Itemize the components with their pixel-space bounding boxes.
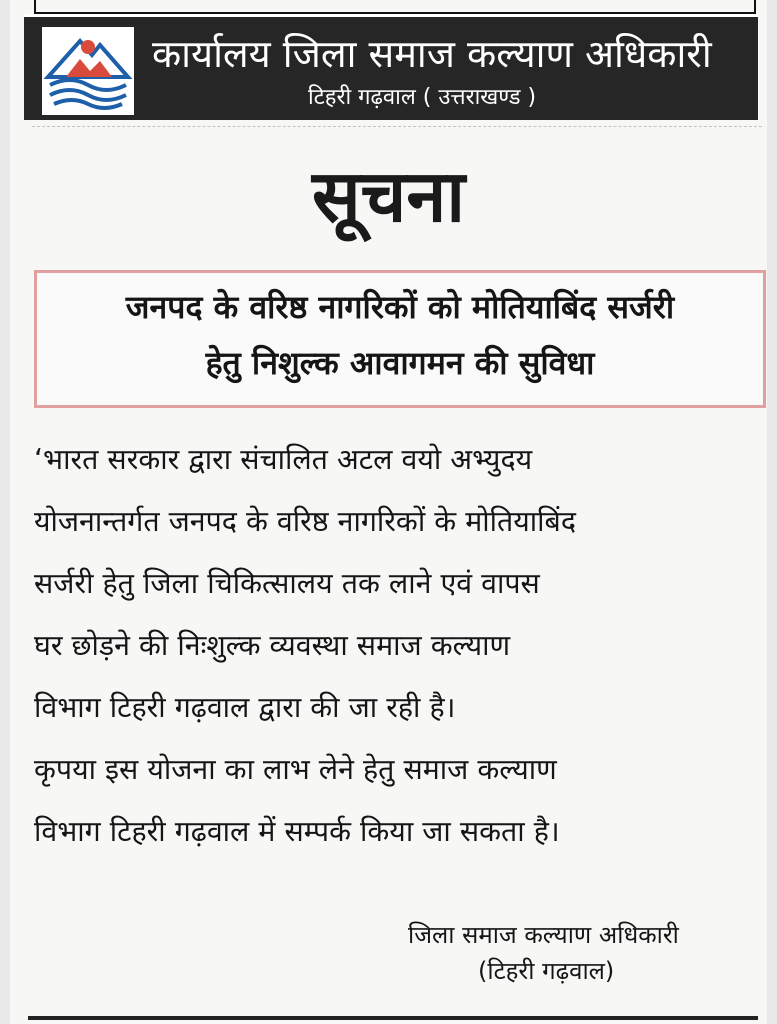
- body-line: योजनान्तर्गत जनपद के वरिष्ठ नागरिकों के मोतियाबिंद: [34, 505, 576, 538]
- body-line: ‘भारत सरकार द्वारा संचालित अटल वयो अभ्युदय: [34, 443, 533, 476]
- headline-line: हेतु निशुल्क आवागमन की सुविधा: [205, 344, 595, 382]
- notice-headline-box: [34, 270, 766, 408]
- body-line: विभाग टिहरी गढ़वाल में सम्पर्क किया जा सकता है।: [34, 815, 560, 848]
- uttarakhand-emblem-icon: [42, 27, 134, 115]
- top-border: [34, 0, 756, 14]
- body-line: विभाग टिहरी गढ़वाल द्वारा की जा रही है।: [34, 691, 456, 724]
- headline-line: जनपद के वरिष्ठ नागरिकों को मोतियाबिंद सर्जरी: [125, 288, 675, 326]
- notice-body: [34, 429, 760, 863]
- notice-page: [10, 0, 767, 1024]
- office-header: [24, 14, 758, 120]
- office-title: कार्यालय जिला समाज कल्याण अधिकारी: [152, 32, 712, 76]
- header-divider: [32, 126, 762, 127]
- notice-heading: सूचना: [311, 154, 465, 238]
- office-location: टिहरी गढ़वाल ( उत्तराखण्ड ): [308, 85, 537, 110]
- signature-location: (टिहरी गढ़वाल): [478, 957, 615, 985]
- bottom-border: [28, 1016, 758, 1020]
- body-line: सर्जरी हेतु जिला चिकित्सालय तक लाने एवं वापस: [34, 567, 540, 600]
- body-line: कृपया इस योजना का लाभ लेने हेतु समाज कल्याण: [34, 753, 557, 786]
- body-line: घर छोड़ने की निःशुल्क व्यवस्था समाज कल्याण: [34, 629, 511, 662]
- signature-title: जिला समाज कल्याण अधिकारी: [408, 921, 679, 949]
